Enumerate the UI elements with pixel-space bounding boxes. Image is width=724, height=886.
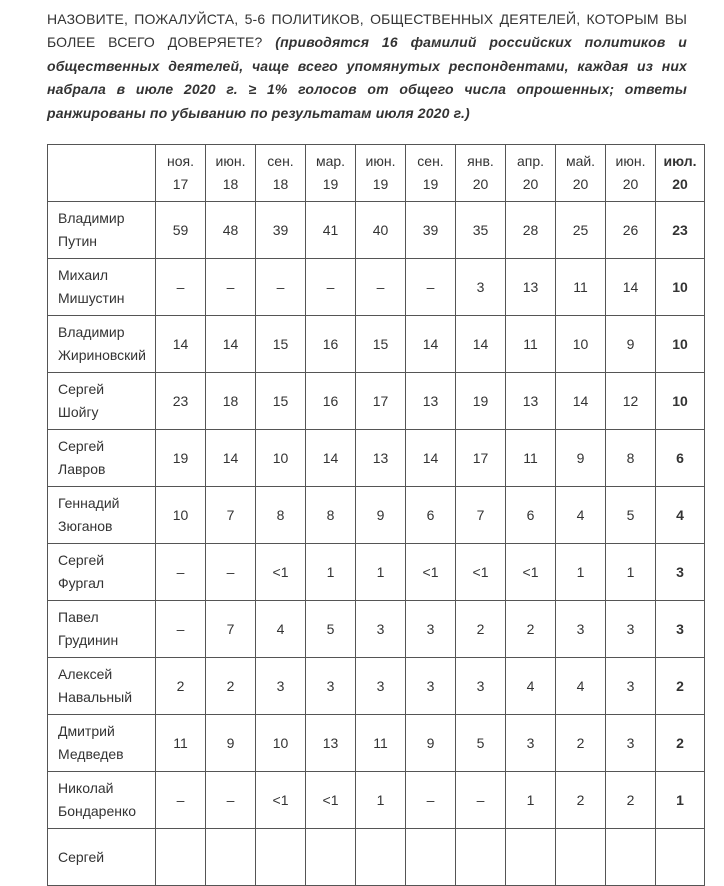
column-header	[456, 145, 506, 202]
column-header	[156, 145, 206, 202]
politician-name-cell	[48, 202, 156, 259]
table-row	[48, 715, 705, 772]
value-cell: 2	[456, 601, 506, 658]
politician-name-cell	[48, 259, 156, 316]
survey-question	[47, 8, 687, 125]
value-cell: 39	[406, 202, 456, 259]
value-cell: 17	[356, 373, 406, 430]
header-row	[48, 145, 705, 202]
politician-name-cell	[48, 544, 156, 601]
value-cell: 26	[606, 202, 656, 259]
value-cell: 11	[556, 259, 606, 316]
politician-last-name: Бондаренко	[58, 803, 137, 819]
value-cell	[656, 829, 705, 886]
value-cell: 10	[656, 373, 705, 430]
politician-last-name: Мишустин	[58, 290, 125, 306]
value-cell: 2	[656, 658, 705, 715]
politician-last-name: Медведев	[58, 746, 124, 762]
value-cell: 10	[656, 259, 705, 316]
question-text: НАЗОВИТЕ, ПОЖАЛУЙСТА, 5-6 ПОЛИТИКОВ, ОБЩЕСТВЕННЫХ ДЕЯТЕЛЕЙ, КОТОРЫМ ВЫ БОЛЕЕ ВСЕГО ДОВЕРЯЕТЕ?	[47, 11, 687, 51]
value-cell: 8	[256, 487, 306, 544]
politician-first-name: Сергей	[58, 381, 105, 397]
value-cell: 3	[456, 658, 506, 715]
value-cell: 1	[506, 772, 556, 829]
value-cell: 3	[306, 658, 356, 715]
politician-first-name: Михаил	[58, 267, 109, 283]
politician-first-name: Алексей	[58, 666, 113, 682]
value-cell: 17	[456, 430, 506, 487]
value-cell: 1	[356, 772, 406, 829]
value-cell: 8	[606, 430, 656, 487]
politician-name-cell	[48, 715, 156, 772]
column-header	[606, 145, 656, 202]
table-row	[48, 259, 705, 316]
column-header	[206, 145, 256, 202]
value-cell: 9	[606, 316, 656, 373]
value-cell: 1	[306, 544, 356, 601]
column-month: сен.	[267, 153, 294, 169]
value-cell: 9	[356, 487, 406, 544]
value-cell: 18	[206, 373, 256, 430]
column-year: 18	[272, 176, 289, 192]
value-cell: 23	[656, 202, 705, 259]
politician-last-name: Грудинин	[58, 632, 119, 648]
value-cell	[206, 829, 256, 886]
politician-first-name: Геннадий	[58, 495, 120, 511]
value-cell: 9	[406, 715, 456, 772]
value-cell: 41	[306, 202, 356, 259]
value-cell: 28	[506, 202, 556, 259]
politician-name-cell	[48, 829, 156, 886]
politician-first-name: Владимир	[58, 324, 125, 340]
value-cell: 14	[156, 316, 206, 373]
value-cell: 14	[406, 316, 456, 373]
column-month: июн.	[615, 153, 646, 169]
politician-last-name: Жириновский	[58, 347, 146, 363]
table-row	[48, 601, 705, 658]
value-cell: 25	[556, 202, 606, 259]
value-cell	[156, 829, 206, 886]
value-cell: 1	[556, 544, 606, 601]
value-cell: 3	[556, 601, 606, 658]
politician-last-name: Зюганов	[58, 518, 113, 534]
value-cell	[606, 829, 656, 886]
value-cell: 14	[556, 373, 606, 430]
value-cell: –	[156, 544, 206, 601]
value-cell: –	[356, 259, 406, 316]
table-row	[48, 658, 705, 715]
value-cell: 12	[606, 373, 656, 430]
value-cell: 4	[256, 601, 306, 658]
table-row	[48, 772, 705, 829]
value-cell: –	[456, 772, 506, 829]
value-cell	[556, 829, 606, 886]
value-cell: 13	[506, 373, 556, 430]
value-cell: 6	[656, 430, 705, 487]
column-month: сен.	[417, 153, 444, 169]
value-cell: 13	[306, 715, 356, 772]
politician-first-name: Николай	[58, 780, 114, 796]
column-year: 18	[222, 176, 239, 192]
value-cell: 7	[456, 487, 506, 544]
column-month: июн.	[365, 153, 396, 169]
value-cell: 2	[506, 601, 556, 658]
value-cell: 11	[156, 715, 206, 772]
value-cell: 3	[406, 601, 456, 658]
value-cell: 13	[506, 259, 556, 316]
value-cell: 10	[656, 316, 705, 373]
value-cell: 15	[256, 373, 306, 430]
value-cell: <1	[306, 772, 356, 829]
value-cell: 2	[206, 658, 256, 715]
value-cell: 4	[506, 658, 556, 715]
value-cell: 10	[256, 715, 306, 772]
column-header	[356, 145, 406, 202]
value-cell: –	[406, 259, 456, 316]
politician-name-cell	[48, 316, 156, 373]
value-cell: –	[256, 259, 306, 316]
value-cell	[406, 829, 456, 886]
column-year: 20	[572, 176, 589, 192]
column-header	[556, 145, 606, 202]
politician-name-cell	[48, 487, 156, 544]
value-cell: 6	[406, 487, 456, 544]
column-year: 20	[672, 176, 688, 192]
value-cell: 59	[156, 202, 206, 259]
value-cell: 9	[556, 430, 606, 487]
value-cell: 16	[306, 373, 356, 430]
value-cell: –	[306, 259, 356, 316]
politician-first-name: Дмитрий	[58, 723, 115, 739]
value-cell: 11	[356, 715, 406, 772]
value-cell: 10	[256, 430, 306, 487]
value-cell: 10	[556, 316, 606, 373]
politician-first-name: Павел	[58, 609, 99, 625]
column-header	[656, 145, 705, 202]
value-cell: 4	[656, 487, 705, 544]
value-cell: 7	[206, 601, 256, 658]
header-corner-cell	[48, 145, 156, 202]
table-row	[48, 316, 705, 373]
value-cell: 13	[356, 430, 406, 487]
value-cell: <1	[406, 544, 456, 601]
value-cell: 11	[506, 430, 556, 487]
column-header	[406, 145, 456, 202]
value-cell: 13	[406, 373, 456, 430]
column-month: мар.	[315, 153, 346, 169]
value-cell: 16	[306, 316, 356, 373]
politician-first-name: Владимир	[58, 210, 125, 226]
value-cell: –	[156, 259, 206, 316]
value-cell: 2	[556, 715, 606, 772]
value-cell: 5	[606, 487, 656, 544]
value-cell: 1	[356, 544, 406, 601]
value-cell: 9	[206, 715, 256, 772]
value-cell: 14	[306, 430, 356, 487]
value-cell: 4	[556, 487, 606, 544]
politician-first-name: Сергей	[58, 848, 105, 865]
column-header	[506, 145, 556, 202]
value-cell: 1	[606, 544, 656, 601]
column-month: ноя.	[167, 153, 194, 169]
table-row	[48, 373, 705, 430]
column-year: 17	[172, 176, 189, 192]
table-body	[48, 202, 705, 886]
value-cell: 15	[356, 316, 406, 373]
value-cell: 23	[156, 373, 206, 430]
value-cell: 5	[456, 715, 506, 772]
value-cell: 19	[456, 373, 506, 430]
value-cell: –	[206, 259, 256, 316]
column-month: июл.	[663, 153, 697, 169]
column-year: 19	[422, 176, 439, 192]
table-row	[48, 202, 705, 259]
value-cell: 14	[206, 430, 256, 487]
value-cell: 3	[506, 715, 556, 772]
value-cell: <1	[256, 544, 306, 601]
politician-last-name: Путин	[58, 233, 98, 249]
value-cell: 3	[606, 715, 656, 772]
value-cell: –	[406, 772, 456, 829]
value-cell: 1	[656, 772, 705, 829]
column-year: 20	[522, 176, 539, 192]
value-cell	[506, 829, 556, 886]
value-cell: –	[206, 772, 256, 829]
column-header	[306, 145, 356, 202]
column-year: 19	[322, 176, 339, 192]
value-cell: 14	[606, 259, 656, 316]
column-year: 20	[472, 176, 489, 192]
value-cell: 48	[206, 202, 256, 259]
column-month: июн.	[215, 153, 246, 169]
value-cell: 14	[406, 430, 456, 487]
value-cell: 2	[556, 772, 606, 829]
politician-last-name: Фургал	[58, 575, 105, 591]
politician-name-cell	[48, 772, 156, 829]
value-cell: 39	[256, 202, 306, 259]
column-month: май.	[565, 153, 596, 169]
value-cell: 3	[356, 601, 406, 658]
column-month: янв.	[467, 153, 494, 169]
value-cell: –	[206, 544, 256, 601]
value-cell: <1	[256, 772, 306, 829]
value-cell: 15	[256, 316, 306, 373]
column-year: 19	[372, 176, 389, 192]
value-cell	[256, 829, 306, 886]
value-cell: 35	[456, 202, 506, 259]
value-cell: 3	[456, 259, 506, 316]
politician-name-cell	[48, 601, 156, 658]
value-cell: 2	[656, 715, 705, 772]
politician-first-name: Сергей	[58, 438, 105, 454]
value-cell	[356, 829, 406, 886]
table-row	[48, 487, 705, 544]
value-cell: <1	[456, 544, 506, 601]
question-note: (приводятся 16 фамилий российских политиков и общественных деятелей, чаще всего упомянутых респондентами, каждая из них набрала в июле 2020 г. ≥ 1% голосов от общего числа опрошенных; ответы ранжированы по убыванию по результатам июля 2020 г.)	[47, 34, 687, 121]
value-cell: 2	[156, 658, 206, 715]
value-cell: 40	[356, 202, 406, 259]
value-cell: 3	[606, 601, 656, 658]
value-cell: 3	[356, 658, 406, 715]
value-cell	[306, 829, 356, 886]
value-cell: 3	[656, 544, 705, 601]
value-cell: <1	[506, 544, 556, 601]
politician-name-cell	[48, 430, 156, 487]
table-row	[48, 829, 705, 886]
value-cell: 14	[456, 316, 506, 373]
value-cell: 14	[206, 316, 256, 373]
value-cell: 6	[506, 487, 556, 544]
value-cell: 10	[156, 487, 206, 544]
value-cell: 4	[556, 658, 606, 715]
table-row	[48, 430, 705, 487]
value-cell: 5	[306, 601, 356, 658]
trust-ratings-table	[47, 144, 705, 886]
value-cell: 11	[506, 316, 556, 373]
value-cell: 7	[206, 487, 256, 544]
value-cell: 3	[406, 658, 456, 715]
value-cell: –	[156, 601, 206, 658]
politician-first-name: Сергей	[58, 552, 105, 568]
value-cell	[456, 829, 506, 886]
column-year: 20	[622, 176, 639, 192]
value-cell: 3	[256, 658, 306, 715]
politician-name-cell	[48, 373, 156, 430]
politician-last-name: Шойгу	[58, 404, 99, 420]
value-cell: 2	[606, 772, 656, 829]
politician-last-name: Лавров	[58, 461, 106, 477]
value-cell: –	[156, 772, 206, 829]
value-cell: 3	[656, 601, 705, 658]
politician-last-name: Навальный	[58, 689, 133, 705]
value-cell: 8	[306, 487, 356, 544]
table-row	[48, 544, 705, 601]
value-cell: 3	[606, 658, 656, 715]
value-cell: 19	[156, 430, 206, 487]
column-month: апр.	[516, 153, 545, 169]
column-header	[256, 145, 306, 202]
politician-name-cell	[48, 658, 156, 715]
